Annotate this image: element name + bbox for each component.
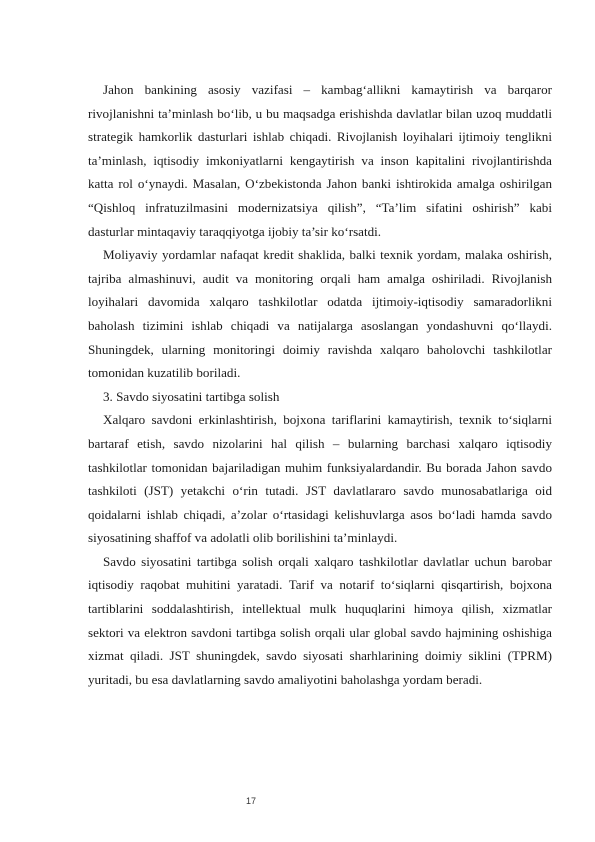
paragraph-financial-assistance: Moliyaviy yordamlar nafaqat kredit shaklida, balki texnik yordam, malaka oshirish, tajriba almashinuvi, audit va monitoring orqali ham amalga oshiriladi. Rivojlanish loyihalari davomida xalqaro tashkilotlar odatda ijtimoiy-iqtisodiy samaradorlikni baholash tizimini ishlab chiqadi va natijalarga asoslangan yondashuvni qo‘llaydi. Shuningdek, ularning monitoringi doimiy ravishda xalqaro baholovchi tashkilotlar tomonidan kuzatilib boriladi. [88, 247, 552, 381]
section-heading-trade-policy: 3. Savdo siyosatini tartibga solish [103, 388, 280, 404]
paragraph-trade-regulation: Savdo siyosatini tartibga solish orqali xalqaro tashkilotlar davlatlar uchun barobar iqtisodiy raqobat muhitini yaratadi. Tarif va notarif to‘siqlarni qisqartirish, bojxona tartiblarini soddalashtirish, intellektual mulk huquqlarini himoya qilish, xizmatlar sektori va elektron savdoni tartibga solish orqali ular global savdo hajmining oshishiga xizmat qiladi. JST shuningdek, savdo siyosati sharhlarining doimiy siklini (TPRM) yuritadi, bu esa davlatlarning savdo amaliyotini baholashga yordam beradi. [88, 553, 552, 687]
paragraph-trade-liberalization: Xalqaro savdoni erkinlashtirish, bojxona tariflarini kamaytirish, texnik to‘siqlarni bartaraf etish, savdo nizolarini hal qilish – bularning barchasi xalqaro iqtisodiy tashkilotlar tomonidan bajariladigan muhim funksiyalardandir. Bu borada Jahon savdo tashkiloti (JST) yetakchi o‘rin tutadi. JST davlatlararo savdo munosabatlariga oid qoidalarni ishlab chiqadi, a’zolar o‘rtasidagi kelishuvlarga asos bo‘ladi hamda savdo siyosatining shaffof va adolatli olib borilishini ta’minlaydi. [88, 412, 552, 546]
document-page [88, 78, 552, 691]
paragraph-world-bank-role: Jahon bankining asosiy vazifasi – kambag‘allikni kamaytirish va barqaror rivojlanishni ta’minlash bo‘lib, u bu maqsadga erishishda davlatlar bilan uzoq muddatli strategik hamkorlik dasturlari ishlab chiqadi. Rivojlanish loyihalari ijtimoiy tenglikni ta’minlash, iqtisodiy imkoniyatlarni kengaytirish va inson kapitalini rivojlantirishda katta rol o‘ynaydi. Masalan, O‘zbekistonda Jahon banki ishtirokida amalga oshirilgan “Qishloq infratuzilmasini modernizatsiya qilish”, “Ta’lim sifatini oshirish” kabi dasturlar mintaqaviy taraqqiyotga ijobiy ta’sir ko‘rsatdi. [88, 82, 552, 239]
page-number: 17 [246, 796, 257, 806]
